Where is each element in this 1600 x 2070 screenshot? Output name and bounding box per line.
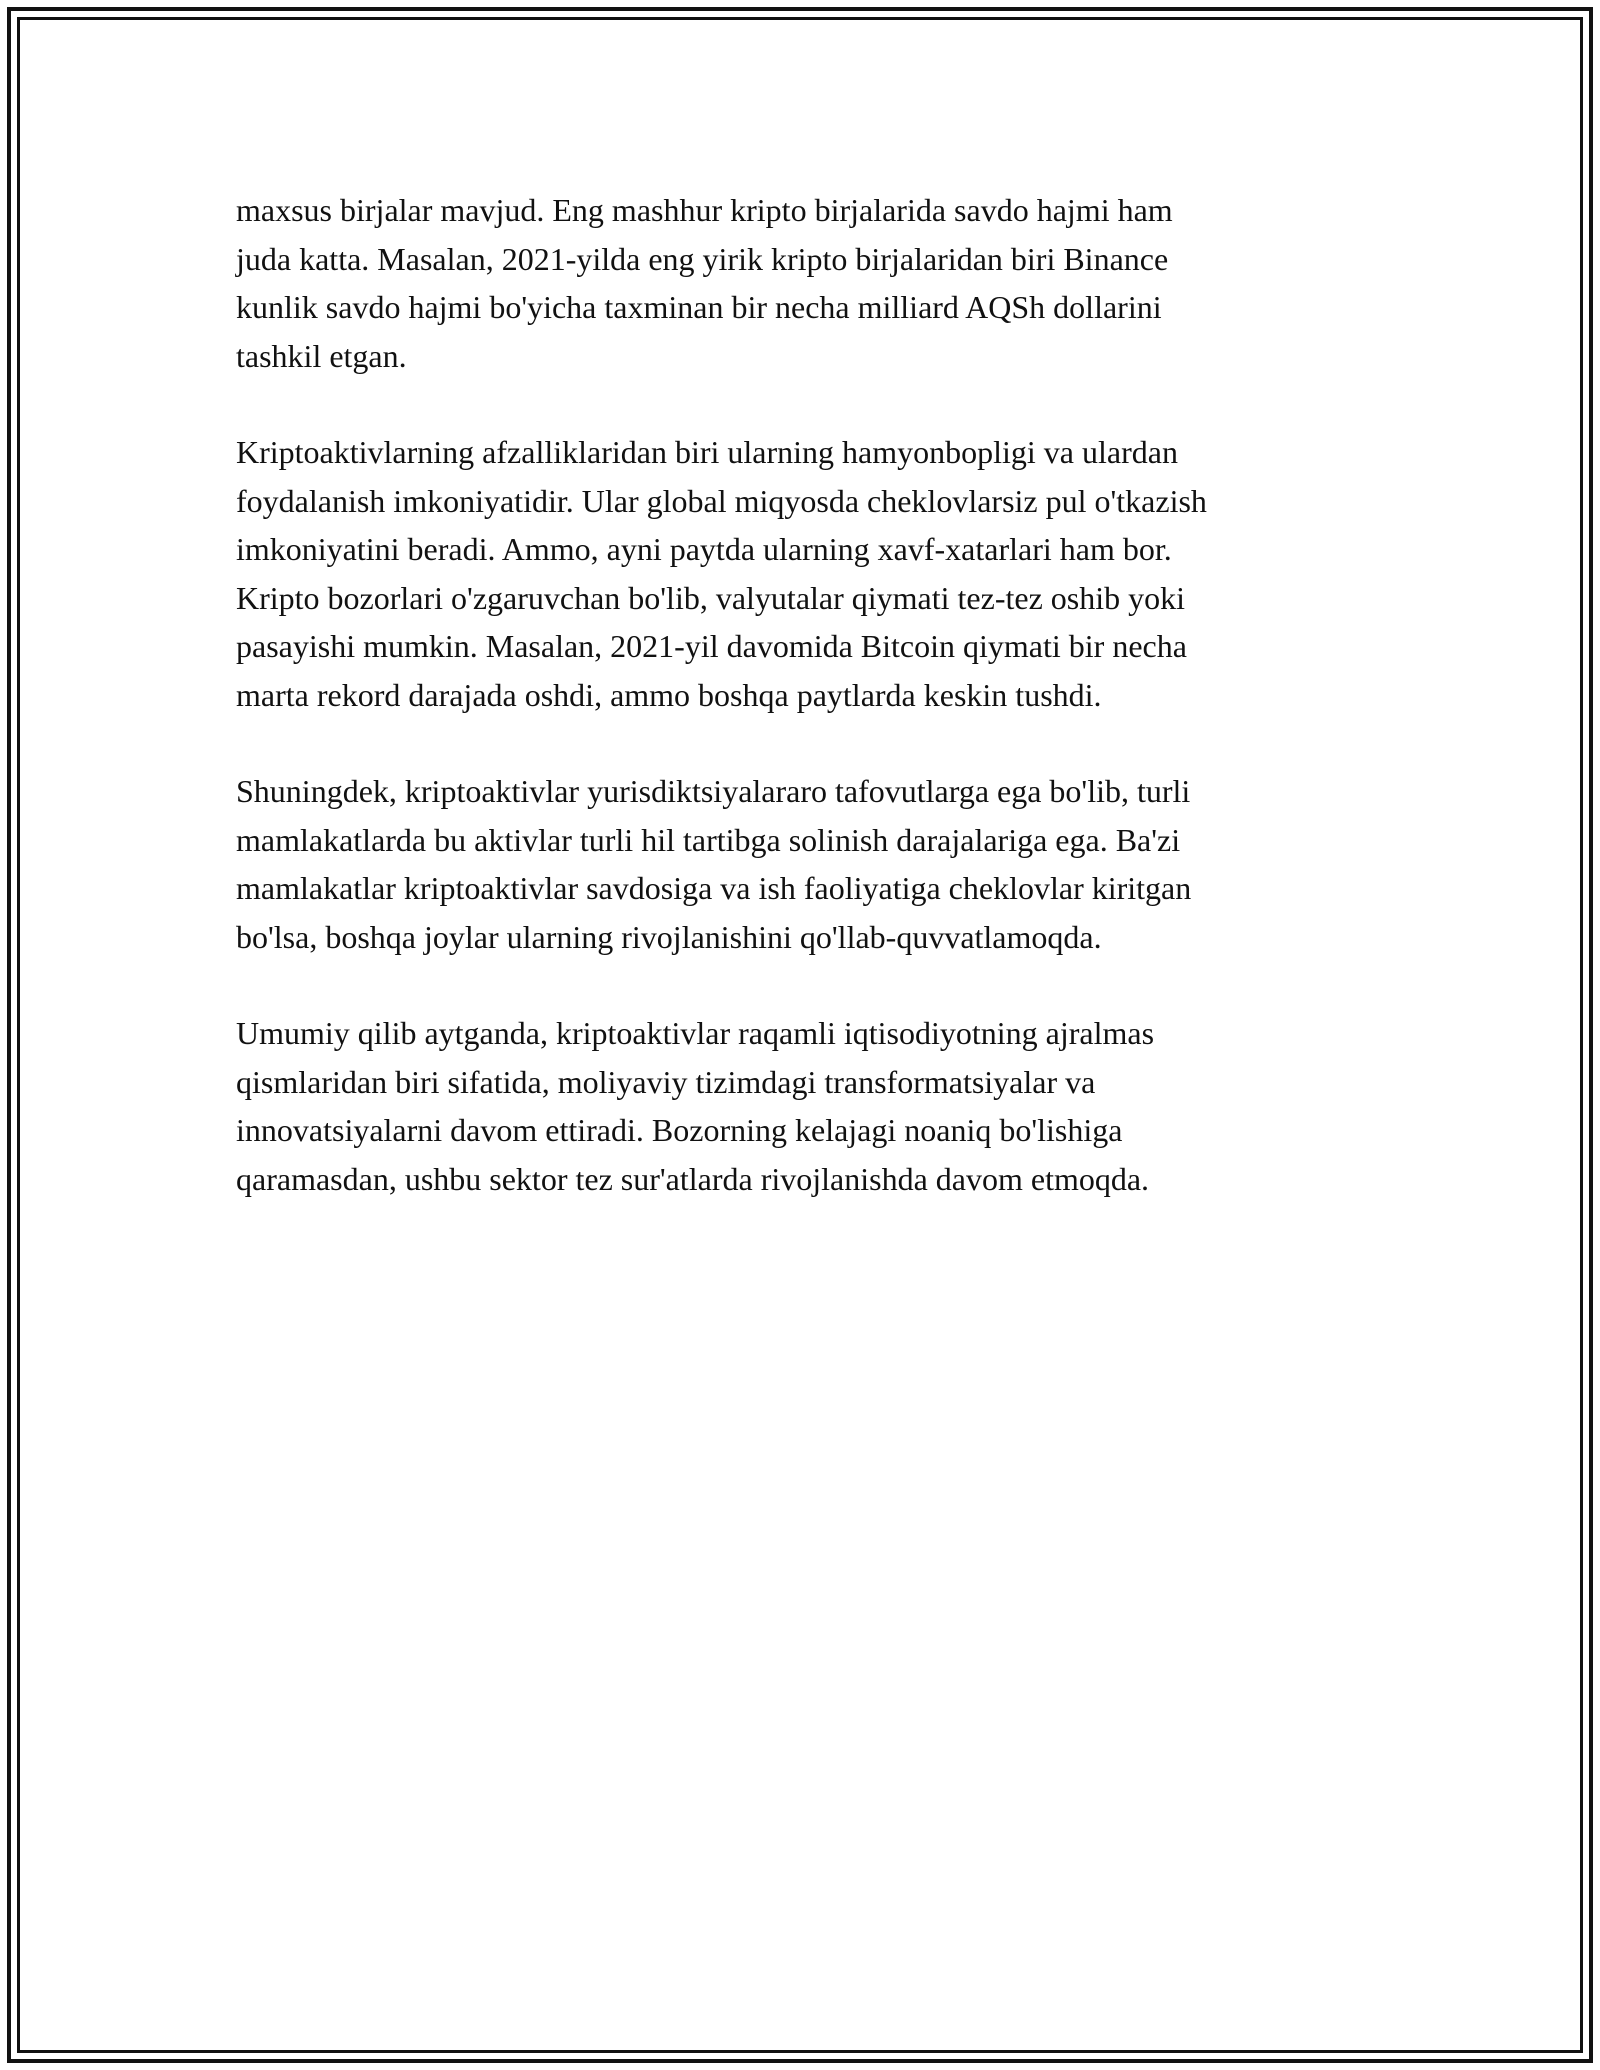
paragraph-exchanges: maxsus birjalar mavjud. Eng mashhur kripto birjalarida savdo hajmi ham juda katta. Masalan, 2021-yilda eng yirik kripto birjalaridan biri Binance kunlik savdo hajmi bo'yicha taxminan bir necha milliard AQSh dollarini tashkil etgan. [236,192,1173,374]
paragraph-conclusion: Umumiy qilib aytganda, kriptoaktivlar raqamli iqtisodiyotning ajralmas qismlaridan biri sifatida, moliyaviy tizimdagi transformatsiyalar va innovatsiyalarni davom ettiradi. Bozorning kelajagi noaniq bo'lishiga qaramasdan, ushbu sektor tez sur'atlarda rivojlanishda davom etmoqda. [236,1015,1155,1197]
document-body [236,186,1376,1251]
paragraph-advantages-risks: Kriptoaktivlarning afzalliklaridan biri ularning hamyonbopligi va ulardan foydalanish imkoniyatidir. Ular global miqyosda cheklovlarsiz pul o'tkazish imkoniyatini beradi. Ammo, ayni paytda ularning xavf-xatarlari ham bor. Kripto bozorlari o'zgaruvchan bo'lib, valyutalar qiymati tez-tez oshib yoki pasayishi mumkin. Masalan, 2021-yil davomida Bitcoin qiymati bir necha marta rekord darajada oshdi, ammo boshqa paytlarda keskin tushdi. [236,434,1207,713]
paragraph-jurisdictions: Shuningdek, kriptoaktivlar yurisdiktsiyalararo tafovutlarga ega bo'lib, turli mamlakatlarda bu aktivlar turli hil tartibga solinish darajalariga ega. Ba'zi mamlakatlar kriptoaktivlar savdosiga va ish faoliyatiga cheklovlar kiritgan bo'lsa, boshqa joylar ularning rivojlanishini qo'llab-quvvatlamoqda. [236,773,1192,955]
